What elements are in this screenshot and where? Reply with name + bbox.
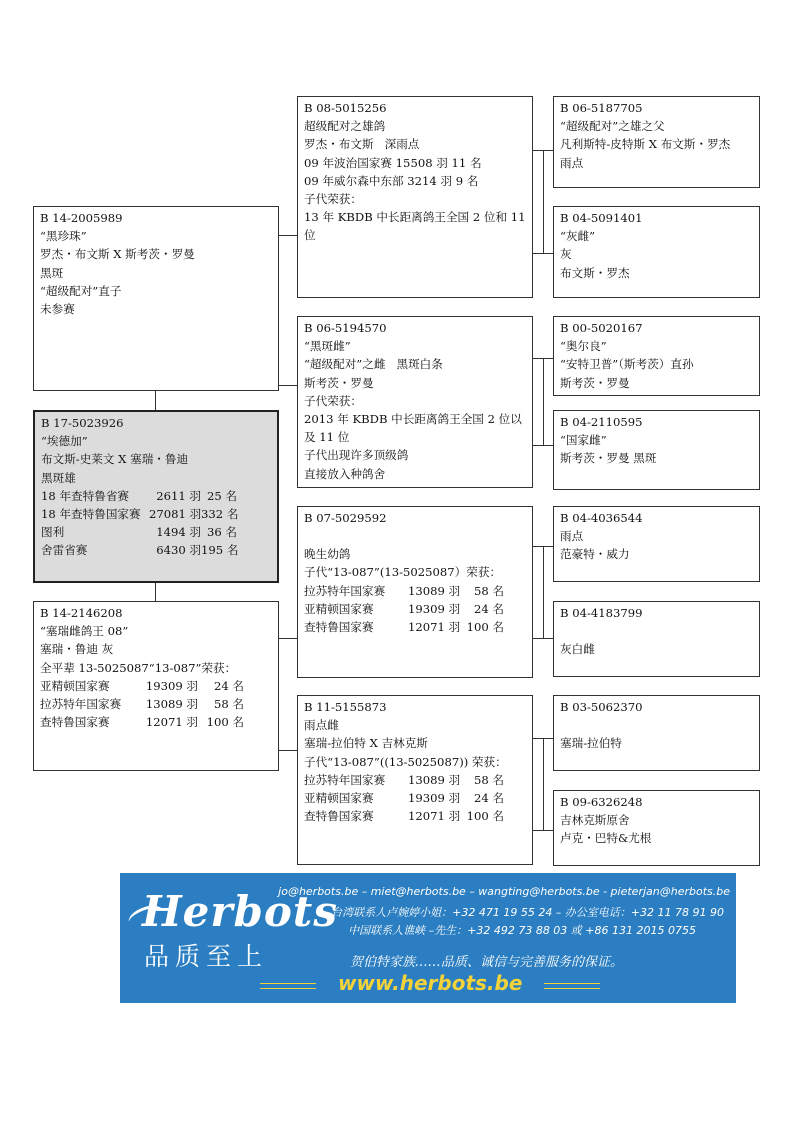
- info-line: “国家雌”: [560, 433, 607, 448]
- info-line: [560, 716, 753, 734]
- ggp-card-sss: [553, 96, 760, 188]
- ring-number: B 14-2146208: [40, 606, 123, 620]
- connector: [543, 738, 544, 831]
- connector: [155, 582, 156, 601]
- ring-number: B 04-4183799: [560, 606, 643, 620]
- info-line: [560, 622, 753, 640]
- sire-card: [33, 206, 279, 391]
- pigeon-name: “埃德加”: [41, 434, 88, 449]
- info-line: 布文斯・罗杰: [560, 265, 630, 280]
- dam-card: [33, 601, 279, 771]
- ggp-card-sds: [553, 316, 760, 396]
- info-line: “安特卫普”（斯考茨）直孙: [560, 357, 694, 372]
- info-line: “黑斑雌”: [304, 339, 351, 354]
- sire-dam-card: [297, 316, 533, 488]
- result-row: 舍雷省赛 6430 羽 195 名: [41, 543, 239, 558]
- connector: [279, 750, 297, 751]
- decorative-line: [544, 983, 600, 989]
- result-row: 亚精顿国家赛 19309 羽 24 名: [304, 601, 504, 616]
- ring-number: B 11-5155873: [304, 700, 387, 714]
- info-line: 全平辈 13-5025087“13-087”荣获：: [40, 660, 237, 675]
- info-line: “超级配对”之雄之父: [560, 119, 665, 134]
- ring-number: B 04-5091401: [560, 211, 643, 225]
- info-line: 塞瑞-拉伯特 X 吉林克斯: [304, 736, 428, 751]
- dam-dam-card: [297, 695, 533, 865]
- motto: 贺伯特家族……品质、诚信与完善服务的保证。: [350, 955, 624, 970]
- info-line: 未参赛: [40, 302, 75, 317]
- connector: [543, 150, 544, 254]
- info-line: 罗杰・布文斯 深雨点: [304, 137, 420, 152]
- result-row: 查特鲁国家赛 12071 羽 100 名: [40, 715, 244, 730]
- info-line: 子代“13-087”((13-5025087)) 荣获：: [304, 754, 507, 769]
- ggp-card-ddd: [553, 790, 760, 866]
- ggp-card-dds: [553, 695, 760, 771]
- result-row: 拉苏特年国家赛 13089 羽 58 名: [304, 583, 504, 598]
- ring-number: B 08-5015256: [304, 101, 387, 115]
- ggp-card-dss: [553, 506, 760, 582]
- sire-sire-card: [297, 96, 533, 298]
- info-line: 子代荣获：: [304, 393, 362, 408]
- info-line: “奥尔良”: [560, 339, 607, 354]
- info-line: 子代“13-087”(13-5025087）荣获：: [304, 565, 502, 580]
- result-row: 查特鲁国家赛 12071 羽 100 名: [304, 809, 504, 824]
- info-line: [304, 527, 526, 545]
- result-row: 18 年查特鲁省赛 2611 羽 25 名: [41, 488, 237, 503]
- result-row: 查特鲁国家赛 12071 羽 100 名: [304, 620, 504, 635]
- info-line: “超级配对”之雌 黑斑白条: [304, 357, 443, 372]
- result-row: 亚精顿国家赛 19309 羽 24 名: [304, 791, 504, 806]
- ring-number: B 14-2005989: [40, 211, 123, 225]
- contact-emails[interactable]: jo@herbots.be – miet@herbots.be – wangting@herbots.be - pieterjan@herbots.be: [278, 885, 730, 898]
- connector: [543, 546, 544, 639]
- ring-number: B 09-6326248: [560, 795, 643, 809]
- info-line: 斯考茨・罗曼: [560, 375, 630, 390]
- info-line: 09 年波治国家赛 15508 羽 11 名: [304, 155, 482, 170]
- info-line: 09 年威尔森中东部 3214 羽 9 名: [304, 173, 479, 188]
- info-line: 晚生幼鸽: [304, 547, 351, 562]
- ring-number: B 17-5023926: [41, 416, 124, 430]
- info-line: 斯考茨・罗曼: [304, 375, 374, 390]
- dam-sire-card: [297, 506, 533, 678]
- result-row: 拉苏特年国家赛 13089 羽 58 名: [304, 772, 504, 787]
- info-line: 雨点: [560, 529, 584, 544]
- info-line: 超级配对之雄鸽: [304, 119, 386, 134]
- info-line: 直接放入种鸽舍: [304, 466, 386, 481]
- info-line: “灰雌”: [560, 229, 596, 244]
- info-line: 13 年 KBDB 中长距离鸽王全国 2 位和 11 位: [304, 210, 526, 243]
- connector: [279, 385, 297, 386]
- info-line: 子代出现许多顶级鸽: [304, 448, 409, 463]
- info-line: 塞瑞・鲁迪 灰: [40, 642, 114, 657]
- connector: [543, 358, 544, 446]
- contact-china: 中国联系人谯峡 –先生：+32 492 73 88 03 或 +86 131 2015 0755: [348, 924, 696, 937]
- ring-number: B 00-5020167: [560, 321, 643, 335]
- info-line: 灰白雌: [560, 642, 595, 657]
- connector: [279, 235, 297, 236]
- result-row: 亚精顿国家赛 19309 羽 24 名: [40, 678, 244, 693]
- ring-number: B 06-5194570: [304, 321, 387, 335]
- ggp-card-sdd: [553, 410, 760, 490]
- info-line: 2013 年 KBDB 中长距离鸽王全国 2 位以及 11 位: [304, 412, 522, 445]
- ring-number: B 06-5187705: [560, 101, 643, 115]
- lineage: 布文斯-史莱文 X 塞瑞・鲁迪: [41, 452, 189, 467]
- slogan: 品质至上: [144, 942, 269, 971]
- herbots-banner: [120, 873, 736, 1003]
- color: 黑斑雄: [41, 470, 76, 485]
- ggp-card-dsd: [553, 601, 760, 677]
- info-line: 卢克・巴特&尤根: [560, 831, 652, 846]
- info-line: 罗杰・布文斯 X 斯考茨・罗曼: [40, 247, 195, 262]
- info-line: 范豪特・威力: [560, 547, 630, 562]
- info-line: 雨点雌: [304, 718, 339, 733]
- result-row: 18 年查特鲁国家赛 27081 羽 332 名: [41, 507, 239, 522]
- info-line: “塞瑞雌鸽王 08”: [40, 624, 129, 639]
- connector: [279, 638, 297, 639]
- website-link[interactable]: www.herbots.be: [338, 971, 523, 995]
- result-row: 图利 1494 羽 36 名: [41, 525, 237, 540]
- ring-number: B 03-5062370: [560, 700, 643, 714]
- ring-number: B 07-5029592: [304, 511, 387, 525]
- info-line: 灰: [560, 247, 572, 262]
- info-line: 黑斑: [40, 265, 64, 280]
- decorative-line: [260, 983, 316, 989]
- ring-number: B 04-2110595: [560, 415, 643, 429]
- subject-card: [33, 410, 279, 583]
- ggp-card-ssd: [553, 206, 760, 298]
- result-row: 拉苏特年国家赛 13089 羽 58 名: [40, 697, 244, 712]
- herbots-logo: Herbots: [142, 887, 338, 936]
- info-line: 子代荣获：: [304, 192, 362, 207]
- ring-number: B 04-4036544: [560, 511, 643, 525]
- info-line: 塞瑞-拉伯特: [560, 736, 622, 751]
- info-line: 斯考茨・罗曼 黑斑: [560, 451, 657, 466]
- connector: [155, 391, 156, 412]
- info-line: 凡利斯特-皮特斯 X 布文斯・罗杰: [560, 137, 731, 152]
- info-line: “超级配对”直子: [40, 283, 122, 298]
- info-line: 吉林克斯原舍: [560, 813, 630, 828]
- contact-taiwan: 台湾联系人卢婉婷小姐：+32 471 19 55 24 – 办公室电话：+32 11 78 91 90: [331, 906, 724, 919]
- info-line: “黑珍珠”: [40, 229, 87, 244]
- info-line: 雨点: [560, 155, 584, 170]
